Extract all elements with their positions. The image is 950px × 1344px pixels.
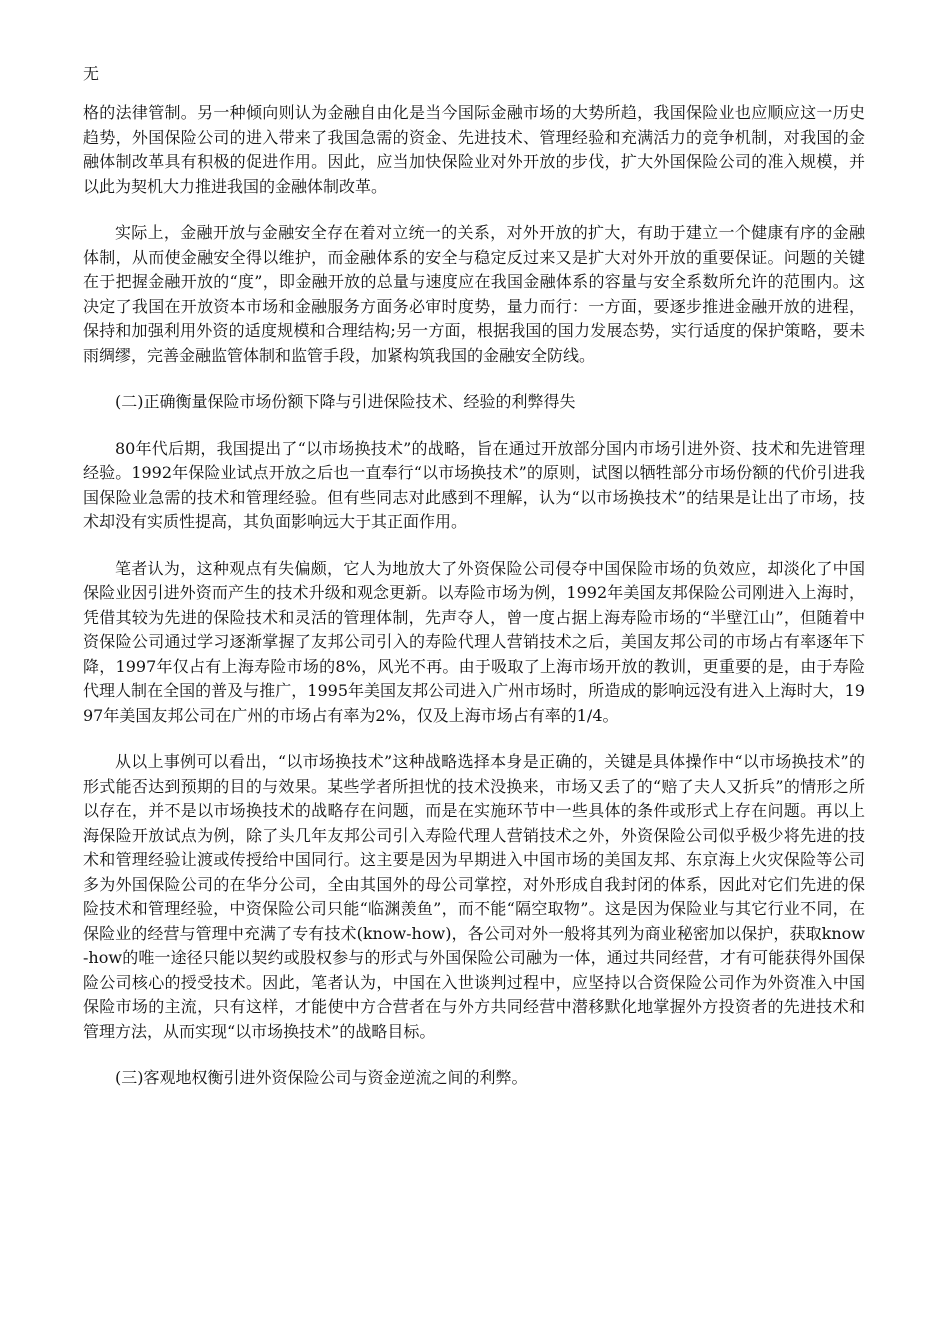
page-header: 无 <box>83 64 100 83</box>
paragraph-examples: 从以上事例可以看出，“以市场换技术”这种战略选择本身是正确的，关键是具体操作中“以市场换技术”的形式能否达到预期的目的与效果。某些学者所担忧的技术没换来，市场又丢了的“赔了夫人又折兵”的情形之所以存在，并不是以市场换技术的战略存在问题，而是在实施环节中一些具体的条件或形式上存在问题。再以上海保险开放试点为例，除了头几年友邦公司引入寿险代理人营销技术之外，外资保险公司似乎极少将先进的技术和管理经验让渡或传授给中国同行。这主要是因为早期进入中国市场的美国友邦、东京海上火灾保险等公司多为外国保险公司的在华分公司，全由其国外的母公司掌控，对外形成自我封闭的体系，因此对它们先进的保险技术和管理经验，中资保险公司只能“临渊羡鱼”，而不能“隔空取物”。这是因为保险业与其它行业不同，在保险业的经营与管理中充满了专有技术(know-how)，各公司对外一般将其列为商业秘密加以保护，获取know-how的唯一途径只能以契约或股权参与的形式与外国保险公司融为一体，通过共同经营，才有可能获得外国保险公司核心的授受技术。因此，笔者认为，中国在入世谈判过程中，应坚持以合资保险公司作为外资准入中国保险市场的主流，只有这样，才能使中方合营者在与外方共同经营中潜移默化地掌握外方投资者的先进技术和管理方法，从而实现“以市场换技术”的战略目标。 <box>83 752 865 1041</box>
section-heading-3: (三)客观地权衡引进外资保险公司与资金逆流之间的利弊。 <box>115 1068 528 1087</box>
paragraph-continuation: 格的法律管制。另一种倾向则认为金融自由化是当今国际金融市场的大势所趋，我国保险业也应顺应这一历史趋势，外国保险公司的进入带来了我国急需的资金、先进技术、管理经验和充满活力的竞争机制，对我国的金融体制改革具有积极的促进作用。因此，应当加快保险业对外开放的步伐，扩大外国保险公司的准入规模，并以此为契机大力推进我国的金融体制改革。 <box>83 103 865 196</box>
section-heading-2: (二)正确衡量保险市场份额下降与引进保险技术、经验的利弊得失 <box>115 392 576 411</box>
paragraph-financial-openness: 实际上，金融开放与金融安全存在着对立统一的关系，对外开放的扩大，有助于建立一个健康有序的金融体制，从而使金融安全得以维护，而金融体系的安全与稳定反过来又是扩大对外开放的重要保证。问题的关键在于把握金融开放的“度”，即金融开放的总量与速度应在我国金融体系的容量与安全系数所允许的范围内。这决定了我国在开放资本市场和金融服务方面务必审时度势，量力而行：一方面，要逐步推进金融开放的进程，保持和加强利用外资的适度规模和合理结构;另一方面，根据我国的国力发展态势，实行适度的保护策略，要未雨绸缪，完善金融监管体制和监管手段，加紧构筑我国的金融安全防线。 <box>83 223 865 365</box>
paragraph-author-view: 笔者认为，这种观点有失偏颇，它人为地放大了外资保险公司侵夺中国保险市场的负效应，却淡化了中国保险业因引进外资而产生的技术升级和观念更新。以寿险市场为例，1992年美国友邦保险公司刚进入上海时，凭借其较为先进的保险技术和灵活的管理体制，先声夺人，曾一度占据上海寿险市场的“半壁江山”，但随着中资保险公司通过学习逐渐掌握了友邦公司引入的寿险代理人营销技术之后，美国友邦公司的市场占有率逐年下降，1997年仅占有上海寿险市场的8%，风光不再。由于吸取了上海市场开放的教训，更重要的是，由于寿险代理人制在全国的普及与推广，1995年美国友邦公司进入广州市场时，所造成的影响远没有进入上海时大，1997年美国友邦公司在广州的市场占有率为2%，仅及上海市场占有率的1/4。 <box>83 558 865 725</box>
document-body <box>83 101 865 1113</box>
paragraph-market-for-technology: 80年代后期，我国提出了“以市场换技术”的战略，旨在通过开放部分国内市场引进外资、技术和先进管理经验。1992年保险业试点开放之后也一直奉行“以市场换技术”的原则，试图以牺牲部分市场份额的代价引进我国保险业急需的技术和管理经验。但有些同志对此感到不理解，认为“以市场换技术”的结果是让出了市场，技术却没有实质性提高，其负面影响远大于其正面作用。 <box>83 438 865 531</box>
